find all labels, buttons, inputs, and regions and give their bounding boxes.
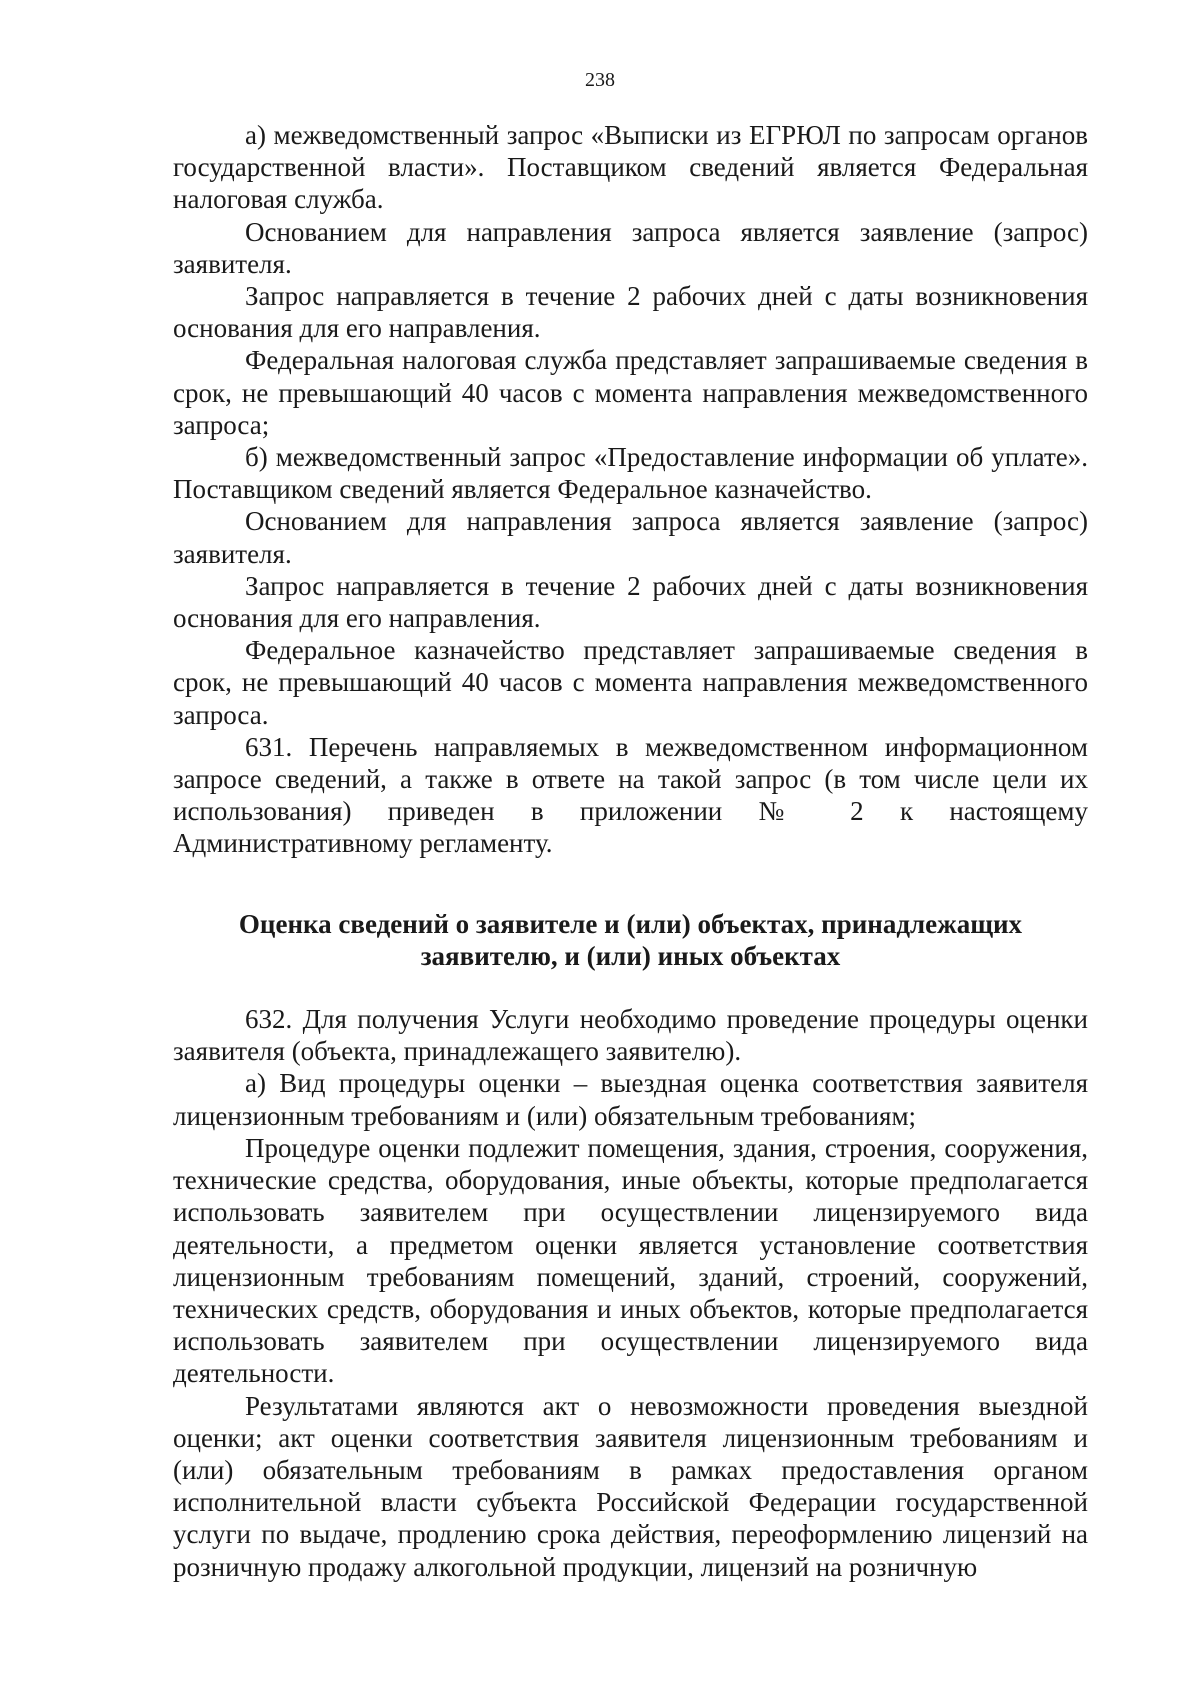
paragraph-631: 631. Перечень направляемых в межведомственном информационном запросе сведений, а также в ответе на такой запрос (в том числе цели их использования) приведен в приложении № 2 к настоящему Административному регламенту.: [173, 731, 1088, 859]
paragraph-632: 632. Для получения Услуги необходимо проведение процедуры оценки заявителя (объекта, принадлежащего заявителю).: [173, 1004, 1088, 1067]
page-number: 238: [585, 69, 615, 91]
section-heading-line-1: Оценка сведений о заявителе и (или) объектах, принадлежащих: [238, 908, 1023, 939]
paragraph-fns-response: Федеральная налоговая служба представляет запрашиваемые сведения в срок, не превышающий 40 часов с момента направления межведомственного запроса;: [173, 345, 1088, 440]
section-heading-line-2: заявителю, и (или) иных объектах: [420, 940, 841, 971]
paragraph-b-payment-request: б) межведомственный запрос «Предоставление информации об уплате». Поставщиком сведений является Федеральное казначейство.: [173, 442, 1088, 505]
paragraph-a-egrul-request: а) межведомственный запрос «Выписки из ЕГРЮЛ по запросам органов государственной власти». Поставщиком сведений является Федеральная налоговая служба.: [173, 120, 1088, 215]
document-body: [173, 119, 1088, 1583]
paragraph-treasury-response: Федеральное казначейство представляет запрашиваемые сведения в срок, не превышающий 40 часов с момента направления межведомственного запроса.: [173, 635, 1088, 730]
paragraph-a-procedure-type: а) Вид процедуры оценки – выездная оценка соответствия заявителя лицензионным требованиям и (или) обязательным требованиям;: [173, 1068, 1088, 1131]
paragraph-basis-2: Основанием для направления запроса является заявление (запрос) заявителя.: [173, 506, 1088, 569]
paragraph-basis-1: Основанием для направления запроса является заявление (запрос) заявителя.: [173, 216, 1088, 279]
paragraph-results: Результатами являются акт о невозможности проведения выездной оценки; акт оценки соответствия заявителя лицензионным требованиям и (или) обязательным требованиям в рамках предоставления органом исполнительной власти субъекта Российской Федерации государственной услуги по выдаче, продлению срока действия, переоформлению лицензий на розничную продажу алкогольной продукции, лицензий на розничную: [173, 1390, 1088, 1582]
paragraph-timing-2: Запрос направляется в течение 2 рабочих дней с даты возникновения основания для его направления.: [173, 570, 1088, 634]
paragraph-timing-1: Запрос направляется в течение 2 рабочих дней с даты возникновения основания для его направления.: [173, 281, 1088, 344]
paragraph-procedure-subject: Процедуре оценки подлежит помещения, здания, строения, сооружения, технические средства, оборудования, иные объекты, которые предполагается использовать заявителем при осуществлении лицензируемого вида деятельности, а предметом оценки является установление соответствия лицензионным требованиям помещений, зданий, строений, сооружений, технических средств, оборудования и иных объектов, которые предполагается использовать заявителем при осуществлении лицензируемого вида деятельности.: [173, 1132, 1088, 1389]
section-heading: [173, 908, 1088, 972]
